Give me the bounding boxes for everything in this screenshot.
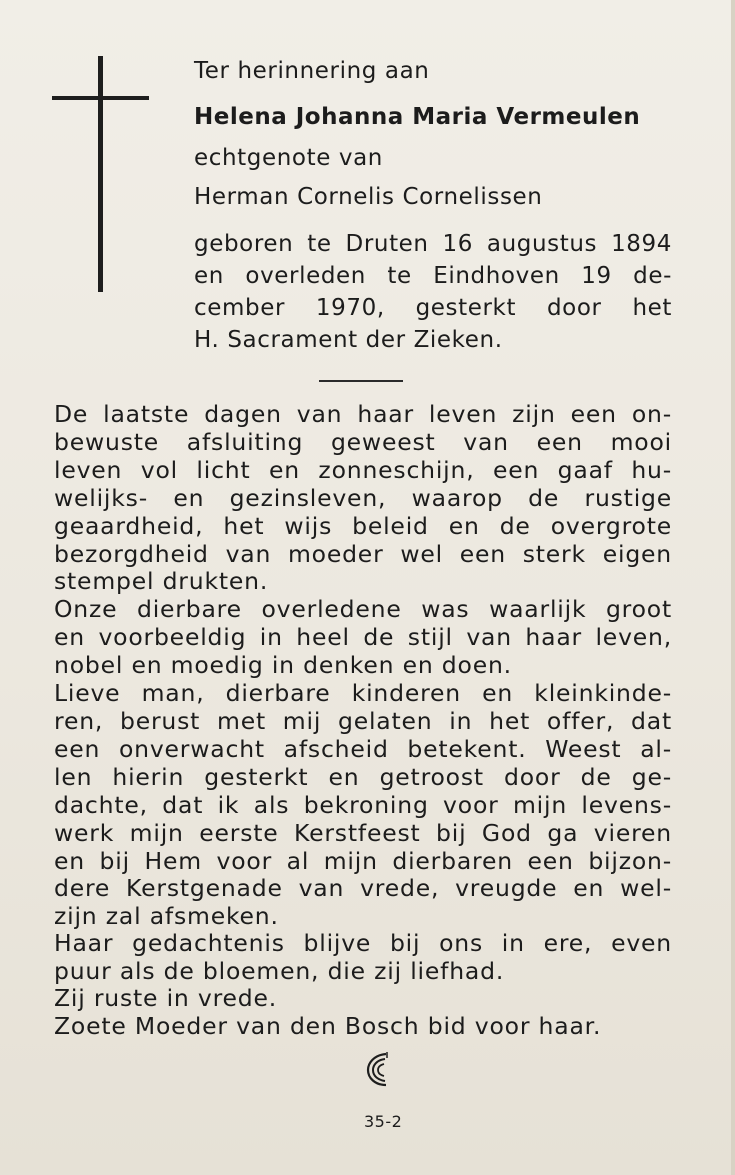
- body-line: stempel drukten.: [54, 567, 269, 595]
- body-line: een onverwacht afscheid betekent. Weest al-: [54, 735, 672, 763]
- details-line: cember 1970, gesterkt door het: [194, 295, 672, 321]
- body-line: puur als de bloemen, die zij liefhad.: [54, 957, 505, 985]
- body-line: nobel en moedig in denken en doen.: [54, 651, 512, 679]
- body-line: bezorgdheid van moeder wel een sterk eigen: [54, 540, 672, 568]
- body-line: werk mijn eerste Kerstfeest bij God ga vieren: [54, 819, 672, 847]
- body-line: welijks- en gezinsleven, waarop de rustige: [54, 484, 672, 512]
- body-line: Haar gedachtenis blijve bij ons in ere, even: [54, 929, 672, 957]
- body-line: geaardheid, het wijs beleid en de overgrote: [54, 512, 672, 540]
- cross-icon-bar: [52, 96, 149, 100]
- divider: [319, 380, 403, 382]
- crescent-logo-icon: [364, 1050, 394, 1088]
- body-line: bewuste afsluiting geweest van een mooi: [54, 428, 672, 456]
- body-line: dere Kerstgenade van vrede, vreugde en wel-: [54, 874, 672, 902]
- body-line: Onze dierbare overledene was waarlijk groot: [54, 595, 672, 623]
- details-line: H. Sacrament der Zieken.: [194, 327, 503, 353]
- body-line: dachte, dat ik als bekroning voor mijn levens-: [54, 791, 672, 819]
- body-line: en voorbeeldig in heel de stijl van haar leven,: [54, 623, 672, 651]
- body-line: Zoete Moeder van den Bosch bid voor haar.: [54, 1012, 602, 1040]
- deceased-name: Helena Johanna Maria Vermeulen: [194, 104, 641, 130]
- body-line: De laatste dagen van haar leven zijn een on-: [54, 400, 672, 428]
- body-line: len hierin gesterkt en getroost door de ge-: [54, 763, 672, 791]
- body-line: ren, berust met mij gelaten in het offer, dat: [54, 707, 672, 735]
- body-line: leven vol licht en zonneschijn, een gaaf hu-: [54, 456, 672, 484]
- spouse-name: Herman Cornelis Cornelissen: [194, 184, 543, 210]
- cross-icon: [98, 56, 103, 292]
- details-line: en overleden te Eindhoven 19 de-: [194, 263, 672, 289]
- intro-text: Ter herinnering aan: [194, 58, 430, 84]
- body-line: zijn zal afsmeken.: [54, 902, 279, 930]
- body-line: Lieve man, dierbare kinderen en kleinkinde-: [54, 679, 672, 707]
- relation-text: echtgenote van: [194, 145, 383, 171]
- card-code: 35-2: [364, 1112, 403, 1131]
- details-line: geboren te Druten 16 augustus 1894: [194, 231, 672, 257]
- body-line: en bij Hem voor al mijn dierbaren een bijzon-: [54, 847, 672, 875]
- body-line: Zij ruste in vrede.: [54, 984, 278, 1012]
